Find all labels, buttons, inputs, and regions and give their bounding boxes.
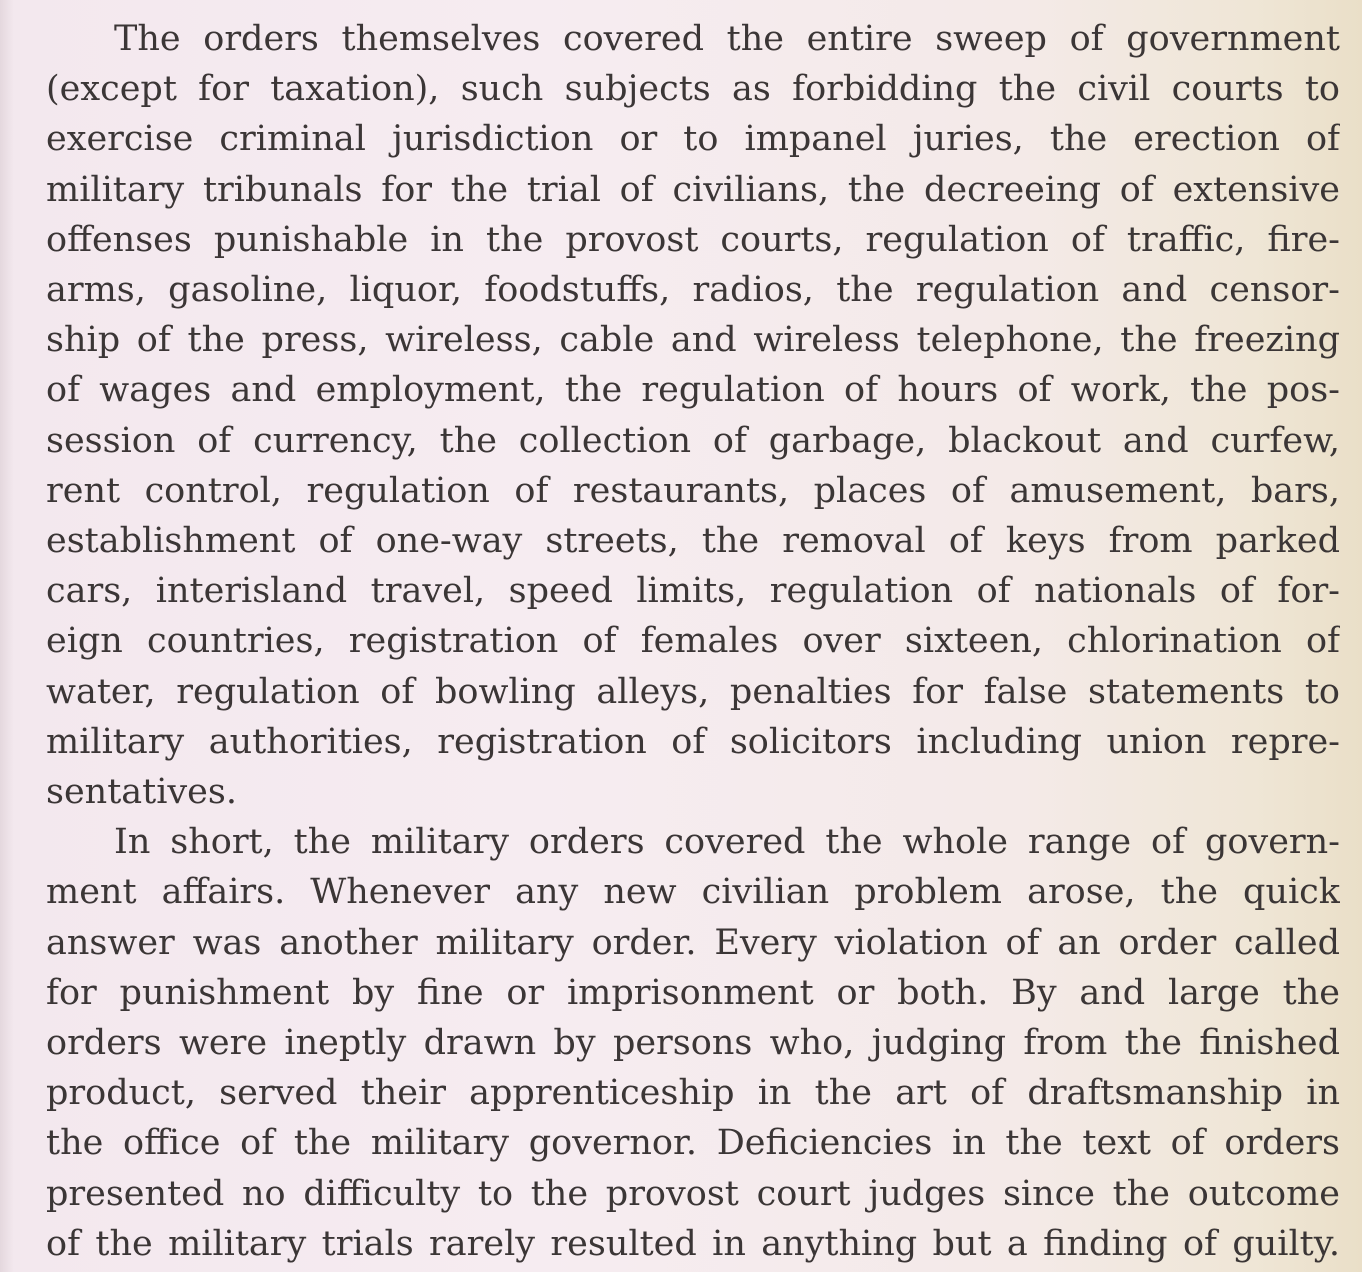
text-line: The orders themselves covered the entire sweep of government bbox=[114, 19, 1340, 59]
text-line: arms, gasoline, liquor, foodstuffs, radios, the regulation and censor- bbox=[46, 270, 1340, 311]
text-line: In short, the military orders covered the whole range of govern- bbox=[114, 822, 1340, 863]
text-line: the office of the military governor. Deficiencies in the text of orders bbox=[46, 1123, 1340, 1164]
text-line: (except for taxation), such subjects as forbidding the civil courts to bbox=[46, 69, 1340, 110]
paragraph-2 bbox=[46, 817, 1340, 1269]
text-line: of the military trials rarely resulted in anything but a finding of guilty. bbox=[46, 1223, 1340, 1264]
text-line: establishment of one-way streets, the removal of keys from parked bbox=[46, 521, 1340, 562]
text-line: water, regulation of bowling alleys, penalties for false statements to bbox=[46, 671, 1340, 712]
text-line: presented no difficulty to the provost court judges since the outcome bbox=[46, 1173, 1340, 1214]
text-line: exercise criminal jurisdiction or to impanel juries, the erection of bbox=[46, 119, 1340, 160]
text-line: for punishment by fine or imprisonment or both. By and large the bbox=[46, 972, 1340, 1013]
text-line: sentatives. bbox=[46, 772, 237, 813]
text-line: session of currency, the collection of garbage, blackout and curfew, bbox=[46, 420, 1340, 461]
paragraph-1 bbox=[46, 14, 1340, 817]
text-line: of wages and employment, the regulation of hours of work, the pos- bbox=[46, 370, 1340, 411]
text-line: answer was another military order. Every violation of an order called bbox=[46, 922, 1340, 963]
text-line: cars, interisland travel, speed limits, regulation of nationals of for- bbox=[46, 571, 1340, 612]
text-line: military tribunals for the trial of civilians, the decreeing of extensive bbox=[46, 169, 1340, 210]
body-text bbox=[46, 14, 1340, 1269]
text-line: ment affairs. Whenever any new civilian problem arose, the quick bbox=[46, 872, 1340, 913]
text-line: offenses punishable in the provost courts, regulation of traffic, fire- bbox=[46, 219, 1340, 260]
text-line: orders were ineptly drawn by persons who, judging from the finished bbox=[46, 1023, 1340, 1064]
text-line: ship of the press, wireless, cable and wireless telephone, the freezing bbox=[46, 320, 1340, 361]
text-line: product, served their apprenticeship in the art of draftsmanship in bbox=[46, 1073, 1340, 1114]
text-line: military authorities, registration of solicitors including union repre- bbox=[46, 721, 1340, 762]
text-line: eign countries, registration of females over sixteen, chlorination of bbox=[46, 621, 1340, 662]
page-gutter-shadow bbox=[0, 0, 14, 1272]
text-line: rent control, regulation of restaurants, places of amusement, bars, bbox=[46, 470, 1340, 511]
